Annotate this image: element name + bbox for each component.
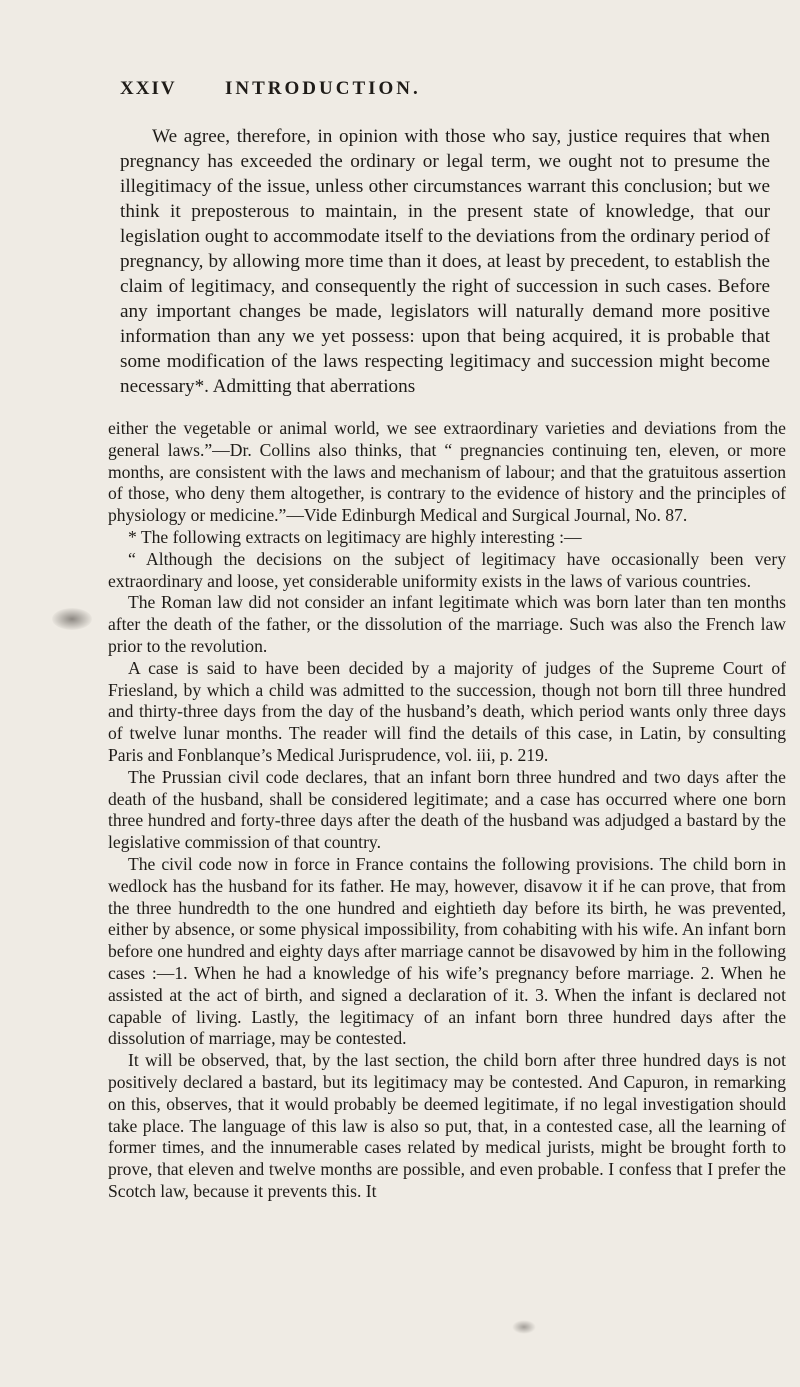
ink-mark [512,1320,536,1334]
footnote-paragraph: “ Although the decisions on the subject of legitimacy have occasionally been very extraordinary and loose, yet considerable uniformity exists in the laws of various countries. [108,548,786,591]
footnote-paragraph: It will be observed, that, by the last section, the child born after three hundred days is not positively declared a bastard, but its legitimacy may be contested. And Capuron, in remarking on this, observes, that it would probably be deemed legitimate, if no legal investigation should take place. The language of this law is also so put, that, in a contested case, all the learning of former times, and the innumerable cases related by medical jurists, might be brought forth to prove, that eleven and twelve months are possible, and even probable. I confess that I prefer the Scotch law, because it prevents this. It [108,1050,786,1201]
main-paragraph: We agree, therefore, in opinion with those who say, justice requires that when pregnancy has exceeded the ordinary or legal term, we ought not to presume the illegitimacy of the issue, unless other circumstances warrant this conclusion; but we think it preposterous to maintain, in the present state of knowledge, that our legislation ought to accommodate itself to the deviations from the ordinary period of pregnancy, by allowing more time than it does, at least by precedent, to establish the claim of legitimacy, and consequently the right of succession in such cases. Before any important changes be made, legislators will naturally demand more positive information than any we yet possess: upon that being acquired, it is probable that some modification of the laws respecting legitimacy and succession might become necessary*. Admitting that aberrations [120,126,770,397]
running-title: INTRODUCTION. [225,78,421,99]
footnote-paragraph: A case is said to have been decided by a majority of judges of the Supreme Court of Friesland, by which a child was admitted to the succession, though not born till three hundred and thirty-three days from the day of the husband’s death, which period wants only three days of twelve lunar months. The reader will find the details of this case, in Latin, by consulting Paris and Fonblanque’s Medical Jurisprudence, vol. iii, p. 219. [108,657,786,765]
footnote-intro: * The following extracts on legitimacy are highly interesting :— [128,526,582,547]
footnotes [108,418,786,1203]
footnote-continuation: either the vegetable or animal world, we see extraordinary varieties and deviations from the general laws.”—Dr. Collins also thinks, that “ pregnancies continuing ten, eleven, or more months, are consistent with the laws and mechanism of labour; and that the gratuitous assertion of those, who deny them altogether, is contrary to the evidence of history and the principles of physiology or medicine.”—Vide Edinburgh Medical and Surgical Journal, No. 87. [108,418,786,526]
main-text [120,124,770,399]
footnote-paragraph: The Prussian civil code declares, that an infant born three hundred and two days after the death of the husband, shall be considered legitimate; and a case has occurred where one born three hundred and forty-three days after the death of the husband was adjudged a bastard by the legislative commission of that country. [108,766,786,853]
footnote-paragraph: The Roman law did not consider an infant legitimate which was born later than ten months after the death of the father, or the dissolution of the marriage. Such was also the French law prior to the revolution. [108,592,786,656]
page-number: XXIV [120,78,177,99]
footnote-paragraph: The civil code now in force in France contains the following provisions. The child born in wedlock has the husband for its father. He may, however, disavow it if he can prove, that from the three hundredth to the one hundred and eightieth day before its birth, he was prevented, either by absence, or some physical impossibility, from cohabiting with his wife. An infant born before one hundred and eighty days after marriage cannot be disavowed by him in the following cases :—1. When he had a knowledge of his wife’s pregnancy before marriage. 2. When he assisted at the act of birth, and signed a declaration of it. 3. When the infant is declared not capable of living. Lastly, the legitimacy of an infant born three hundred days after the dissolution of marriage, may be contested. [108,853,786,1049]
ink-blot [52,608,92,630]
